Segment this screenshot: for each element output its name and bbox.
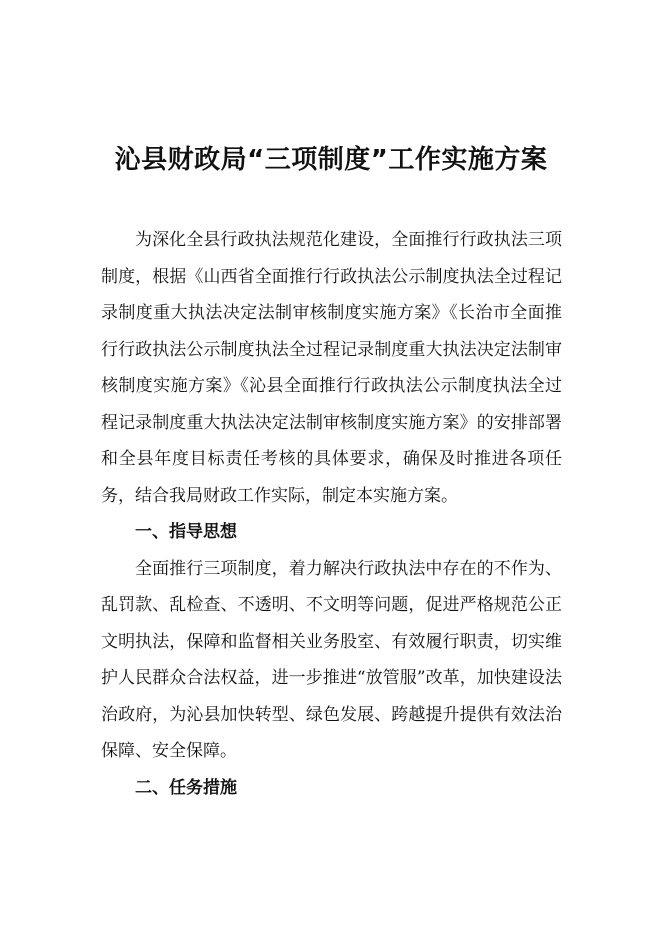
guiding-thought-paragraph: 全面推行三项制度，着力解决行政执法中存在的不作为、乱罚款、乱检查、不透明、不文明等问题，促进严格规范公正文明执法，保障和监督相关业务股室、有效履行职责，切实维护人民群众合法权益，进一步推进“放管服”改革，加快建设法治政府，为沁县加快转型、绿色发展、跨越提升提供有效法治保障、安全保障。 (101, 558, 562, 761)
intro-paragraph: 为深化全县行政执法规范化建设，全面推行行政执法三项制度，根据《山西省全面推行行政执法公示制度执法全过程记录制度重大执法决定法制审核制度实施方案》《长治市全面推行行政执法公示制度执法全过程记录制度重大执法决定法制审核制度实施方案》《沁县全面推行行政执法公示制度执法全过程记录制度重大执法决定法制审核制度实施方案》的安排部署和全县年度目标责任考核的具体要求，确保及时推进各项任务，结合我局财政工作实际，制定本实施方案。 (101, 230, 562, 506)
section-heading-task-measures: 二、任务措施 (135, 777, 237, 798)
document-title: 沁县财政局“三项制度”工作实施方案 (114, 145, 548, 175)
section-heading-guiding-thought: 一、指导思想 (135, 522, 237, 542)
document-body (101, 222, 562, 806)
